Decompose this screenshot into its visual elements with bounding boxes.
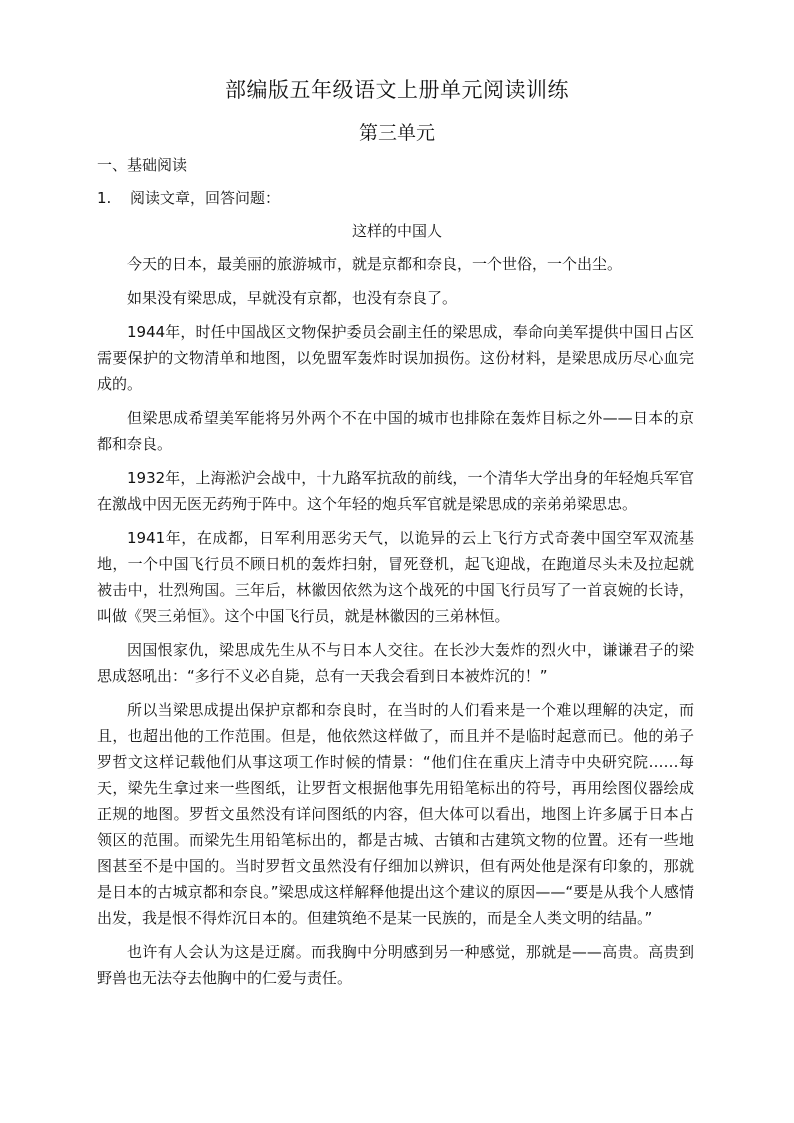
question-number: 1. <box>97 189 112 207</box>
article-paragraph: 也许有人会认为这是迂腐。而我胸中分明感到另一种感觉，那就是——高贵。高贵到野兽也无法夺去他胸中的仁爱与责任。 <box>97 943 694 987</box>
document-title: 部编版五年级语文上册单元阅读训练 <box>225 78 569 102</box>
article-paragraph: 但梁思成希望美军能将另外两个不在中国的城市也排除在轰炸目标之外——日本的京都和奈良。 <box>97 409 694 453</box>
unit-title: 第三单元 <box>358 122 435 144</box>
article-paragraph: 所以当梁思成提出保护京都和奈良时，在当时的人们看来是一个难以理解的决定，而且，也超出他的工作范围。但是，他依然这样做了，而且并不是临时起意而已。他的弟子罗哲文这样记载他们从事这项工作时候的情景：“他们住在重庆上清寺中央研究院……每天，梁先生拿过来一些图纸，让罗哲文根据他事先用铅笔标出的符号，再用绘图仪器绘成正规的地图。罗哲文虽然没有详问图纸的内容，但大体可以看出，地图上许多属于日本占领区的范围。而梁先生用铅笔标出的，都是古城、古镇和古建筑文物的位置。还有一些地图甚至不是中国的。当时罗哲文虽然没有仔细加以辨识，但有两处他是深有印象的，那就是日本的古城京都和奈良。”梁思成这样解释他提出这个建议的原因——“要是从我个人感情出发，我是恨不得炸沉日本的。但建筑绝不是某一民族的，而是全人类文明的结晶。” <box>97 701 694 927</box>
question-prompt: 阅读文章，回答问题： <box>130 189 281 207</box>
article-paragraph: 因国恨家仇，梁思成先生从不与日本人交往。在长沙大轰炸的烈火中，谦谦君子的梁思成怒吼出：“多行不义必自毙，总有一天我会看到日本被炸沉的！” <box>97 641 694 685</box>
section-heading: 一、基础阅读 <box>97 156 188 174</box>
article-paragraph: 1944年，时任中国战区文物保护委员会副主任的梁思成，奉命向美军提供中国日占区需要保护的文物清单和地图，以免盟军轰炸时误加损伤。这份材料，是梁思成历尽心血完成的。 <box>97 323 694 393</box>
article-paragraph: 1941年，在成都，日军利用恶劣天气，以诡异的云上飞行方式奇袭中国空军双流基地，一个中国飞行员不顾日机的轰炸扫射，冒死登机，起飞迎战，在跑道尽头未及拉起就被击中，壮烈殉国。三年后，林徽因依然为这个战死的中国飞行员写了一首哀婉的长诗，叫做《哭三弟恒》。这个中国飞行员，就是林徽因的三弟林恒。 <box>97 529 694 625</box>
article-paragraph: 今天的日本，最美丽的旅游城市，就是京都和奈良，一个世俗，一个出尘。 <box>127 255 623 273</box>
article-body <box>97 251 694 999</box>
article-paragraph: 如果没有梁思成，早就没有京都，也没有奈良了。 <box>127 289 458 307</box>
question-line <box>97 187 280 209</box>
article-paragraph: 1932年，上海淞沪会战中，十九路军抗敌的前线，一个清华大学出身的年轻炮兵军官在激战中因无医无药殉于阵中。这个年轻的炮兵军官就是梁思成的亲弟弟梁思忠。 <box>97 469 694 513</box>
article-title: 这样的中国人 <box>351 222 442 240</box>
